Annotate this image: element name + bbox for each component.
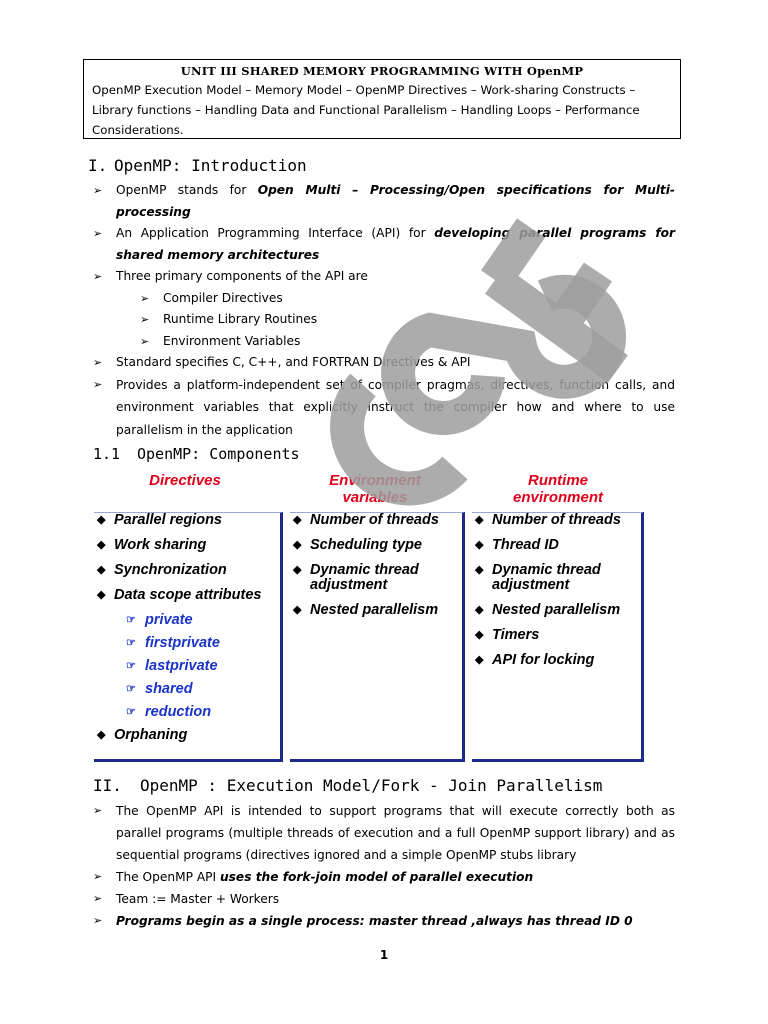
list-item: ◆ Dynamic thread adjustment bbox=[475, 562, 601, 593]
runtime-environment-header: Runtime environment bbox=[512, 472, 603, 506]
list-item: ◆ Work sharing bbox=[97, 537, 207, 553]
unit-title: UNIT III SHARED MEMORY PROGRAMMING WITH OpenMP bbox=[180, 64, 584, 78]
pointing-hand-icon: ☞ bbox=[126, 660, 136, 672]
diamond-bullet-icon: ◆ bbox=[475, 564, 484, 576]
arrow-bullet-icon: ➢ bbox=[93, 914, 103, 927]
diamond-bullet-icon: ◆ bbox=[475, 604, 484, 616]
section-heading-execution-model bbox=[93, 776, 602, 795]
intro-bullet-list bbox=[93, 180, 675, 441]
arrow-bullet-icon: ➢ bbox=[140, 334, 150, 348]
section-heading-components bbox=[93, 445, 300, 463]
diamond-bullet-icon: ◆ bbox=[293, 564, 302, 576]
pointing-hand-icon: ☞ bbox=[126, 706, 136, 718]
list-item: ➢ The OpenMP API is intended to support programs that will execute correctly both as parallel programs (multiple threads of execution and a full OpenMP support library) and as sequential programs (directives ignored and a simple OpenMP stubs library bbox=[93, 800, 675, 866]
sub-list-item: ➢ Runtime Library Routines bbox=[93, 309, 675, 331]
list-item: ◆ Number of threads bbox=[475, 512, 621, 528]
arrow-bullet-icon: ➢ bbox=[93, 184, 103, 197]
list-item: ◆ Number of threads bbox=[293, 512, 439, 528]
list-item: ◆ Timers bbox=[475, 627, 540, 643]
list-item: ➢ OpenMP stands for Open Multi – Processing/Open specifications for Multi-processing bbox=[93, 180, 675, 223]
scope-item: ☞ firstprivate bbox=[126, 635, 220, 651]
list-item: ◆ Orphaning bbox=[97, 727, 188, 743]
section-number: I. bbox=[88, 156, 108, 175]
list-item: ➢ Team := Master + Workers bbox=[93, 888, 675, 910]
list-item: ◆ Nested parallelism bbox=[475, 602, 621, 618]
list-item: ◆ Parallel regions bbox=[97, 512, 222, 528]
diamond-bullet-icon: ◆ bbox=[475, 539, 484, 551]
diamond-bullet-icon: ◆ bbox=[293, 514, 302, 526]
arrow-bullet-icon: ➢ bbox=[140, 313, 150, 326]
arrow-bullet-icon: ➢ bbox=[93, 804, 103, 817]
diamond-bullet-icon: ◆ bbox=[97, 729, 106, 741]
scope-item: ☞ lastprivate bbox=[126, 658, 218, 674]
diamond-bullet-icon: ◆ bbox=[293, 604, 302, 616]
list-item: ◆ Thread ID bbox=[475, 537, 559, 553]
diamond-bullet-icon: ◆ bbox=[475, 654, 484, 666]
directives-header: Directives bbox=[149, 472, 221, 489]
section-number: 1.1 bbox=[93, 445, 121, 463]
list-item: ➢ An Application Programming Interface (API) for developing parallel programs for shared memory architectures bbox=[93, 223, 675, 266]
list-item: ➢ The OpenMP API uses the fork-join model of parallel execution bbox=[93, 866, 675, 888]
diamond-bullet-icon: ◆ bbox=[97, 539, 106, 551]
section-title: OpenMP : Execution Model/Fork - Join Parallelism bbox=[140, 776, 603, 795]
diamond-bullet-icon: ◆ bbox=[475, 629, 484, 641]
scope-item: ☞ reduction bbox=[126, 704, 212, 720]
list-item: ➢ Provides a platform-independent set of compiler pragmas, directives, function calls, and environment variables that explicitly instruct the compiler how and where to use parallelism in the application bbox=[93, 374, 675, 442]
diamond-bullet-icon: ◆ bbox=[293, 539, 302, 551]
directives-column bbox=[94, 512, 283, 762]
list-item: ◆ Dynamic thread adjustment bbox=[293, 562, 419, 593]
diamond-bullet-icon: ◆ bbox=[97, 589, 106, 601]
unit-header-box bbox=[83, 59, 681, 139]
diamond-bullet-icon: ◆ bbox=[475, 514, 484, 526]
list-item: ➢ Standard specifies C, C++, and FORTRAN Directives & API bbox=[93, 352, 675, 374]
sub-list-item: ➢ Environment Variables bbox=[93, 331, 675, 353]
scope-item: ☞ shared bbox=[126, 681, 193, 697]
sub-list-item: ➢ Compiler Directives bbox=[93, 288, 675, 310]
arrow-bullet-icon: ➢ bbox=[93, 870, 103, 883]
runtime-environment-column bbox=[472, 512, 644, 762]
pointing-hand-icon: ☞ bbox=[126, 683, 136, 695]
list-item: ◆ Nested parallelism bbox=[293, 602, 439, 618]
list-item: ◆ Data scope attributes bbox=[97, 587, 262, 603]
list-item: ➢ Three primary components of the API are bbox=[93, 266, 675, 288]
diamond-bullet-icon: ◆ bbox=[97, 514, 106, 526]
environment-variables-header: Environment variables bbox=[329, 472, 421, 506]
section-number: II. bbox=[93, 776, 122, 795]
page-number: 1 bbox=[379, 948, 389, 962]
pointing-hand-icon: ☞ bbox=[126, 614, 136, 626]
list-item: ◆ Synchronization bbox=[97, 562, 227, 578]
environment-variables-column bbox=[290, 512, 465, 762]
list-item: ➢ Programs begin as a single process: master thread ,always has thread ID 0 bbox=[93, 910, 675, 932]
section-title: OpenMP: Components bbox=[137, 445, 300, 463]
list-item: ◆ API for locking bbox=[475, 652, 595, 668]
section-title: OpenMP: Introduction bbox=[114, 156, 307, 175]
arrow-bullet-icon: ➢ bbox=[140, 291, 150, 305]
section-heading-intro bbox=[88, 156, 307, 175]
arrow-bullet-icon: ➢ bbox=[93, 227, 103, 240]
unit-description: OpenMP Execution Model – Memory Model – OpenMP Directives – Work-sharing Constructs – Library functions – Handling Data and Functional Parallelism – Handling Loops – Performance Considerations. bbox=[92, 83, 640, 137]
scope-item: ☞ private bbox=[126, 612, 193, 628]
arrow-bullet-icon: ➢ bbox=[93, 356, 103, 369]
arrow-bullet-icon: ➢ bbox=[93, 377, 103, 391]
arrow-bullet-icon: ➢ bbox=[93, 892, 103, 905]
list-item: ◆ Scheduling type bbox=[293, 537, 422, 553]
arrow-bullet-icon: ➢ bbox=[93, 270, 103, 283]
execution-bullet-list bbox=[93, 800, 675, 932]
diamond-bullet-icon: ◆ bbox=[97, 564, 106, 576]
pointing-hand-icon: ☞ bbox=[126, 637, 136, 649]
